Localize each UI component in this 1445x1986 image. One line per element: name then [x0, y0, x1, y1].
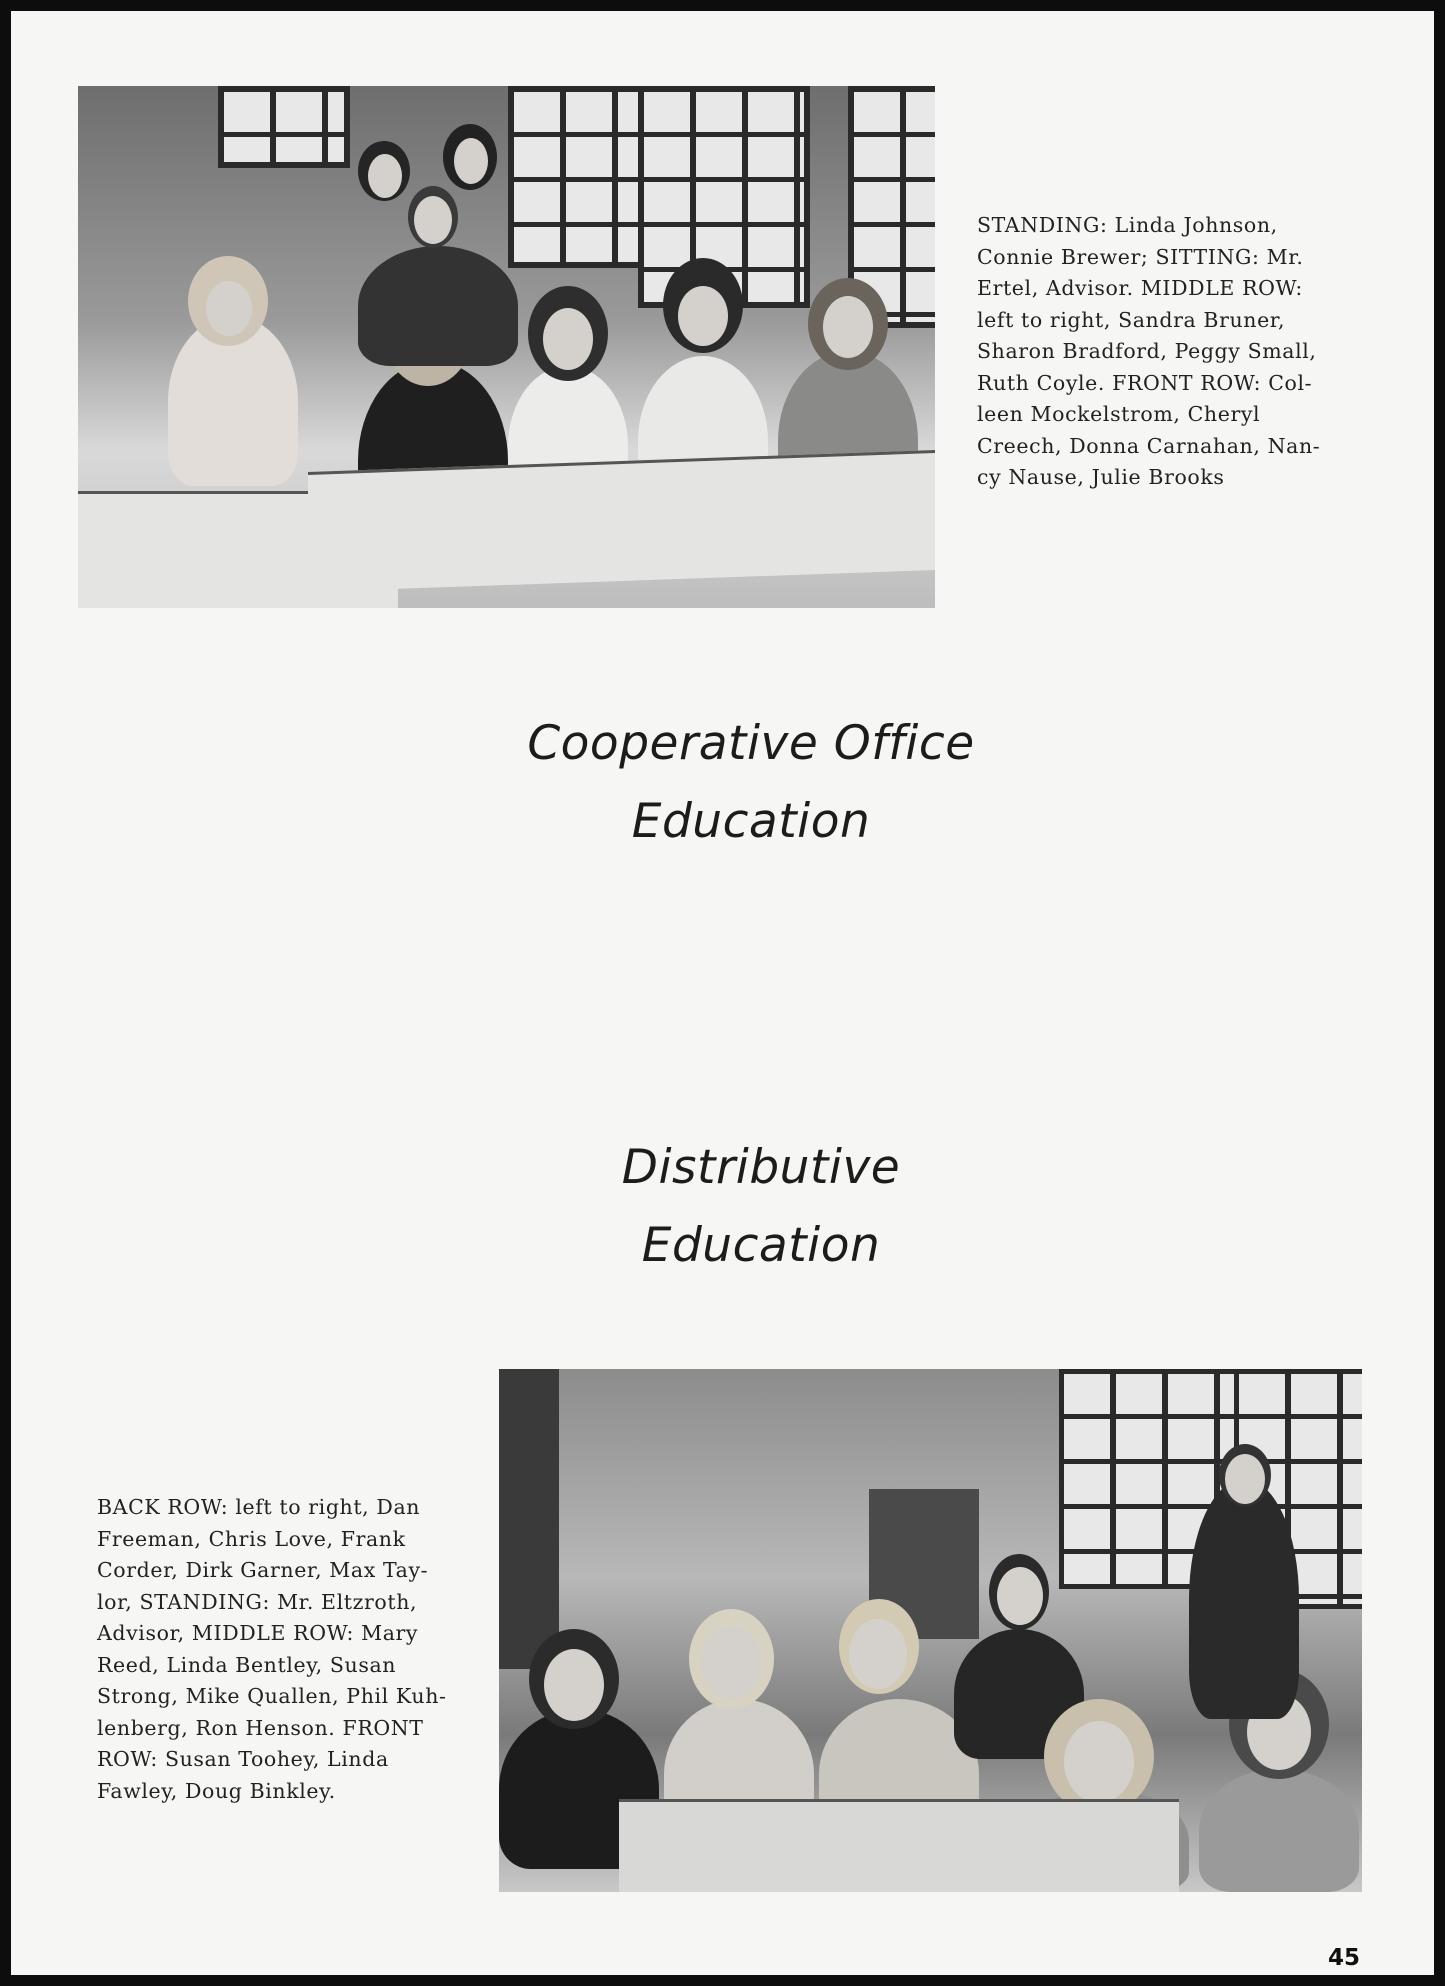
caption-line: Advisor, MIDDLE ROW: Mary	[97, 1621, 419, 1645]
caption-line: Fawley, Doug Binkley.	[97, 1778, 336, 1803]
caption-line: Creech, Donna Carnahan, Nan-	[977, 433, 1321, 458]
caption-line: Sharon Bradford, Peggy Small,	[977, 339, 1317, 363]
cooperative-office-group-photo	[78, 86, 935, 608]
title-line: Distributive	[621, 1140, 901, 1195]
caption-line: leen Mockelstrom, Cheryl	[977, 402, 1261, 426]
caption-line: left to right, Sandra Bruner,	[977, 307, 1286, 332]
caption-line: lenberg, Ron Henson. FRONT	[97, 1715, 424, 1740]
caption-line: lor, STANDING: Mr. Eltzroth,	[97, 1589, 418, 1614]
distributive-title	[571, 1129, 951, 1285]
caption-line: Corder, Dirk Garner, Max Tay-	[97, 1558, 429, 1582]
title-line: Cooperative Office	[527, 716, 975, 771]
title-line: Education	[631, 794, 871, 849]
distributive-group-photo	[499, 1369, 1362, 1892]
caption-line: cy Nause, Julie Brooks	[977, 465, 1225, 489]
yearbook-page	[11, 11, 1434, 1975]
caption-line: Strong, Mike Quallen, Phil Kuh-	[97, 1684, 447, 1708]
title-line: Education	[641, 1218, 881, 1273]
caption-line: STANDING: Linda Johnson,	[977, 213, 1278, 237]
caption-line: Ertel, Advisor. MIDDLE ROW:	[977, 276, 1303, 300]
cooperative-office-caption	[977, 210, 1377, 494]
distributive-caption	[97, 1492, 497, 1807]
caption-line: Connie Brewer; SITTING: Mr.	[977, 244, 1304, 269]
page-number: 45	[1327, 1945, 1360, 1971]
caption-line: ROW: Susan Toohey, Linda	[97, 1747, 389, 1771]
caption-line: Reed, Linda Bentley, Susan	[97, 1652, 397, 1677]
caption-line: Freeman, Chris Love, Frank	[97, 1526, 406, 1551]
cooperative-office-title	[491, 705, 1011, 861]
caption-line: Ruth Coyle. FRONT ROW: Col-	[977, 370, 1313, 395]
caption-line: BACK ROW: left to right, Dan	[97, 1495, 421, 1519]
